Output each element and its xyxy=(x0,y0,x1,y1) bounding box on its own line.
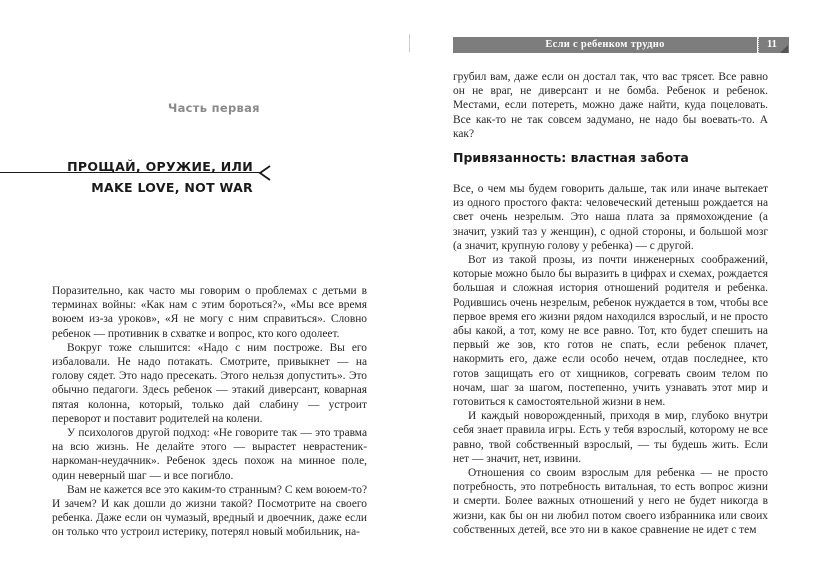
arrow-left-icon xyxy=(256,165,272,181)
paragraph: Вокруг тоже слышится: «Надо с ним построже. Вы его избаловали. Не надо потакать. Смотрите, привыкнет — на голову сядет. Это надо пресекать. Этого нельзя допустить». Это обычно педагоги. Здесь ребенок — этакий диверсант, коварная пятая колонна, который, только дай слабину — устроит переворот и поставит родителей на колени. xyxy=(52,341,367,425)
running-head: Если с ребенком трудно xyxy=(453,37,757,53)
paragraph: грубил вам, даже если он достал так, что вас трясет. Все равно он не враг, не диверсант и не бомба. Ребенок и ребенок. Местами, если потереть, можно даже найти, куда поцеловать. Все как-то не так совсем задумано, не надо бы воевать-то. А как? xyxy=(453,71,768,140)
right-body-text xyxy=(453,182,768,537)
left-page xyxy=(0,0,410,587)
continued-paragraph xyxy=(453,70,768,141)
chapter-title-line-1: ПРОЩАЙ, ОРУЖИЕ, ИЛИ xyxy=(67,159,253,174)
page-number: 11 xyxy=(758,37,789,53)
chapter-title-line-2: MAKE LOVE, NOT WAR xyxy=(91,180,253,195)
paragraph: И каждый новорожденный, приходя в мир, глубоко внутри себя знает правила игры. Есть у тебя взрослый, которому не все равно, твой собственный взрослый, — ты будешь жить. Если нет — значит, нет, извини. xyxy=(453,410,768,465)
right-page xyxy=(410,0,821,587)
paragraph: Вот из такой прозы, из почти инженерных соображений, которые можно было бы выразить в цифрах и схемах, рождается большая и сложная история отношений родителя и ребенка. Родившись очень незрелым, ребенок нуждается в том, чтобы все первое время его жизни рядом находился взрослый, и не просто абы какой, а тот, кому не все равно. Тот, кто будет спешить на первый же зов, кто готов не спать, если ребенок плачет, накормить его, даже если особо нечем, отдав последнее, кто готов защищать его от хищников, согревать своим телом по ночам, шаг за шагом, постепенно, учить узнавать этот мир и готовиться к самостоятельной жизни в нем. xyxy=(453,254,768,409)
chapter-title xyxy=(67,156,253,198)
paragraph: Вам не кажется все это каким-то странным? С кем воюем-то? И зачем? И как дошли до жизни такой? Посмотрите на своего ребенка. Даже если он чумазый, вредный и двоечник, даже если он только что устроил истерику, потерял новый мобильник, на- xyxy=(52,483,367,539)
part-label: Часть первая xyxy=(168,101,260,115)
left-body-text xyxy=(52,284,367,540)
paragraph: Все, о чем мы будем говорить дальше, так или иначе вытекает из одного простого факта: человеческий детеныш рождается на свет очень незрелым. Это наша плата за прямохождение (а значит, узкий таз у женщин), с одной стороны, и большой мозг (а значит, крупную голову у ребенка) — с другой. xyxy=(453,183,768,252)
section-title: Привязанность: властная забота xyxy=(453,150,689,165)
paragraph: У психологов другой подход: «Не говорите так — это травма на всю жизнь. Не делайте этого — вырастет неврастеник-наркоман-неудачник». Ребенок здесь похож на минное поле, один неверный шаг — и все погибло. xyxy=(52,427,367,482)
paragraph: Поразительно, как часто мы говорим о проблемах с детьми в терминах войны: «Как нам с этим бороться?», «Мы все время воюем из-за уроков», «Я не могу с ним справиться». Словно ребенок — противник в схватке и вопрос, кто кого одолеет. xyxy=(52,285,367,340)
paragraph: Отношения со своим взрослым для ребенка — не просто потребность, это потребность витальная, то есть вопрос жизни и смерти. Более важных отношений у него не будет никогда в жизни, как бы он ни любил потом своего избранника или своих собственных детей, все это ни в какое сравнение не идет с тем xyxy=(453,467,768,536)
page-corner-fold xyxy=(780,45,788,53)
